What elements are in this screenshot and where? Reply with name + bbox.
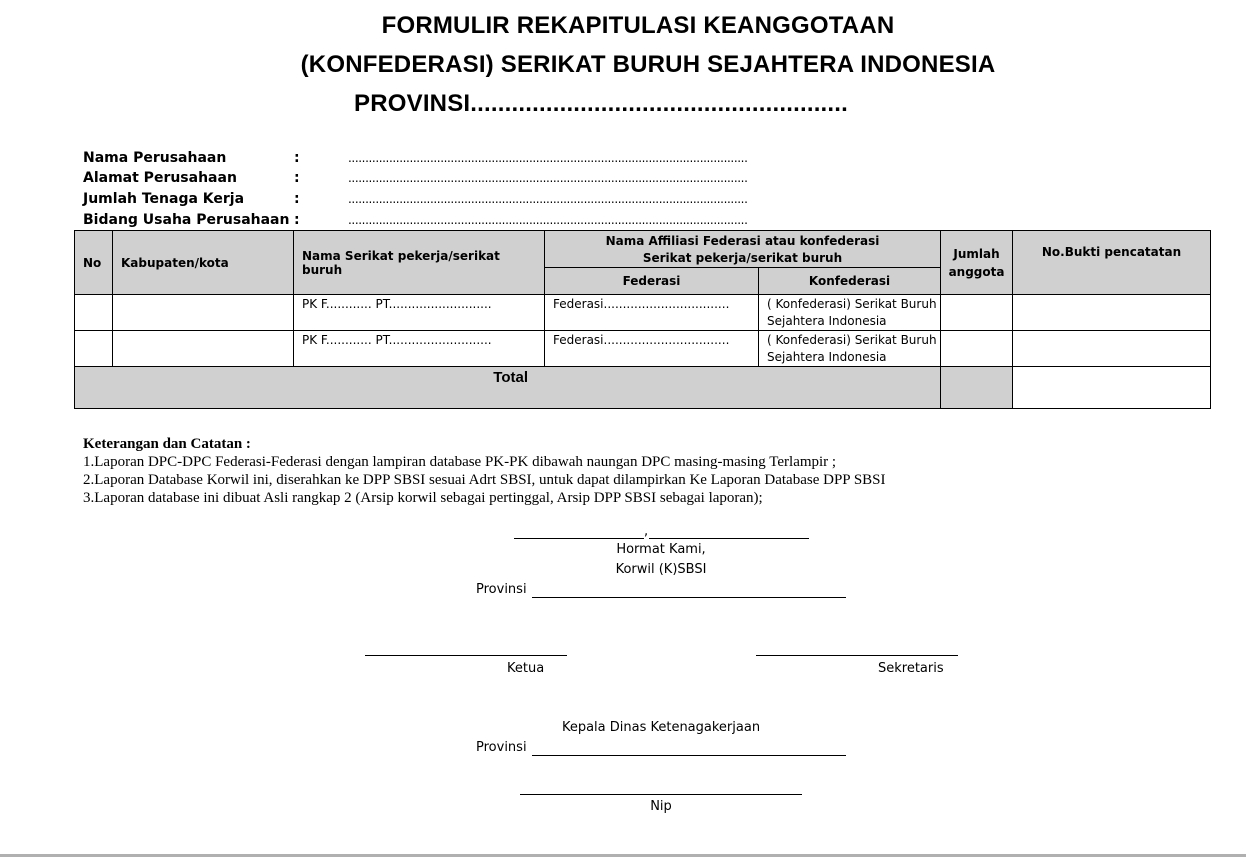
cell-konfederasi-text: ( Konfederasi) Serikat Buruh Sejahtera Indonesia [767, 297, 937, 328]
cell-nama-serikat[interactable] [294, 331, 545, 367]
col-header-afiliasi: Nama Affiliasi Federasi atau konfederasi Serikat pekerja/serikat buruh [545, 231, 941, 268]
info-colon: : [294, 150, 300, 166]
ketua-label: Ketua [507, 661, 545, 676]
provinsi-label: Provinsi [476, 582, 527, 597]
note-item: 2.Laporan Database Korwil ini, diserahkan ke DPP SBSI sesuai Adrt SBSI, untuk dapat dilampirkan Ke Laporan Database DPP SBSI [83, 472, 886, 488]
cell-no[interactable] [75, 295, 113, 331]
cell-no[interactable] [75, 331, 113, 367]
col-header-bukti-pencatatan: No.Bukti pencatatan [1013, 231, 1211, 295]
note-item: 1.Laporan DPC-DPC Federasi-Federasi dengan lampiran database PK-PK dibawah naungan DPC masing-masing Terlampir ; [83, 454, 837, 470]
cell-konfederasi[interactable] [759, 295, 941, 331]
form-title-line-1: FORMULIR REKAPITULASI KEANGGOTAAN [381, 12, 895, 39]
info-colon: : [294, 212, 300, 228]
cell-federasi-text: Federasi................................. [553, 297, 730, 311]
membership-recap-table [74, 230, 1211, 409]
cell-jumlah-anggota[interactable] [941, 295, 1013, 331]
notes-section [83, 435, 886, 507]
sekretaris-label: Sekretaris [878, 661, 944, 676]
greeting-text: Hormat Kami, [616, 542, 706, 557]
cell-jumlah-anggota[interactable] [941, 331, 1013, 367]
provinsi-signature-line[interactable] [532, 597, 846, 598]
cell-federasi-text: Federasi................................. [553, 333, 730, 347]
info-value-field[interactable]: ..................................................................................................................... [348, 151, 748, 165]
col-header-konfederasi: Konfederasi [759, 268, 941, 295]
cell-nama-serikat[interactable] [294, 295, 545, 331]
cell-federasi[interactable] [545, 295, 759, 331]
col-header-no: No [75, 231, 113, 295]
cell-bukti-pencatatan[interactable] [1013, 295, 1211, 331]
cell-konfederasi[interactable] [759, 331, 941, 367]
provinsi-signature-line-2[interactable] [532, 755, 846, 756]
info-value-field[interactable]: ..................................................................................................................... [348, 192, 748, 206]
total-row [75, 367, 1211, 409]
kepala-dinas-label: Kepala Dinas Ketenagakerjaan [561, 720, 761, 735]
col-header-federasi: Federasi [545, 268, 759, 295]
note-item: 3.Laporan database ini dibuat Asli rangkap 2 (Arsip korwil sebagai pertinggal, Arsip DPP SBSI sebagai laporan); [83, 490, 763, 506]
table-row [75, 331, 1211, 367]
table-row [75, 295, 1211, 331]
info-colon: : [294, 170, 300, 186]
form-title-province: PROVINSI....................................................... [354, 90, 849, 117]
info-label: Nama Perusahaan [83, 150, 227, 166]
total-jumlah-anggota[interactable] [941, 367, 1013, 409]
col-header-jumlah-anggota: Jumlah anggota [941, 231, 1013, 295]
cell-federasi[interactable] [545, 331, 759, 367]
cell-konfederasi-text: ( Konfederasi) Serikat Buruh Sejahtera Indonesia [767, 333, 937, 364]
nip-label: Nip [650, 799, 672, 814]
cell-kabupaten[interactable] [113, 331, 294, 367]
info-label: Bidang Usaha Perusahaan [83, 212, 290, 228]
provinsi-label-2: Provinsi [476, 740, 527, 755]
cell-bukti-pencatatan[interactable] [1013, 331, 1211, 367]
place-date-separator: , [644, 524, 649, 539]
cell-kabupaten[interactable] [113, 295, 294, 331]
col-header-nama-serikat: Nama Serikat pekerja/serikat buruh [294, 231, 545, 295]
total-label: Total [75, 367, 941, 409]
info-value-field[interactable]: ..................................................................................................................... [348, 171, 748, 185]
sekretaris-signature-line[interactable] [756, 655, 958, 656]
cell-nama-serikat-text: PK F............ PT........................... [302, 297, 492, 311]
ketua-signature-line[interactable] [365, 655, 567, 656]
col-header-kabupaten: Kabupaten/kota [113, 231, 294, 295]
info-value-field[interactable]: ..................................................................................................................... [348, 213, 748, 227]
form-title-line-2: (KONFEDERASI) SERIKAT BURUH SEJAHTERA INDONESIA [300, 51, 996, 78]
org-text: Korwil (K)SBSI [615, 562, 707, 577]
kepala-dinas-signature-line[interactable] [520, 794, 802, 795]
cell-nama-serikat-text: PK F............ PT........................... [302, 333, 492, 347]
date-signature-line[interactable] [649, 538, 809, 539]
info-label: Alamat Perusahaan [83, 170, 237, 186]
info-label: Jumlah Tenaga Kerja [83, 191, 245, 207]
total-bukti-pencatatan[interactable] [1013, 367, 1211, 409]
notes-title: Keterangan dan Catatan : [83, 436, 251, 452]
place-signature-line[interactable] [514, 538, 644, 539]
info-colon: : [294, 191, 300, 207]
